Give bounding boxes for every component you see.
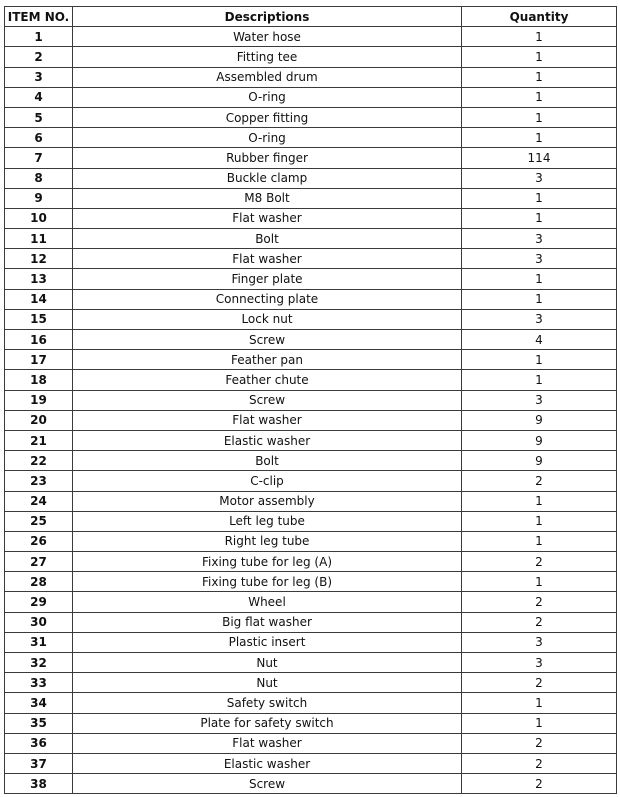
description-cell: Fixing tube for leg (B) — [73, 572, 462, 592]
description-cell: Finger plate — [73, 269, 462, 289]
item-number-cell: 19 — [5, 390, 73, 410]
table-row — [5, 774, 617, 794]
description-cell: Flat washer — [73, 733, 462, 753]
quantity-cell: 1 — [462, 87, 617, 107]
description-cell: Big flat washer — [73, 612, 462, 632]
description-cell: Flat washer — [73, 249, 462, 269]
item-number-cell: 36 — [5, 733, 73, 753]
header-row — [5, 7, 617, 27]
table-row — [5, 269, 617, 289]
table-row — [5, 511, 617, 531]
table-row — [5, 67, 617, 87]
quantity-cell: 9 — [462, 410, 617, 430]
quantity-cell: 3 — [462, 309, 617, 329]
table-row — [5, 653, 617, 673]
item-number-cell: 4 — [5, 87, 73, 107]
table-row — [5, 451, 617, 471]
description-cell: Screw — [73, 390, 462, 410]
table-row — [5, 309, 617, 329]
item-number-cell: 34 — [5, 693, 73, 713]
table-row — [5, 350, 617, 370]
quantity-cell: 2 — [462, 774, 617, 794]
description-cell: Left leg tube — [73, 511, 462, 531]
quantity-cell: 1 — [462, 572, 617, 592]
table-row — [5, 713, 617, 733]
item-number-cell: 12 — [5, 249, 73, 269]
quantity-cell: 114 — [462, 148, 617, 168]
table-header — [5, 7, 617, 27]
table-row — [5, 693, 617, 713]
description-cell: Rubber finger — [73, 148, 462, 168]
description-cell: O-ring — [73, 87, 462, 107]
table-row — [5, 673, 617, 693]
table-row — [5, 572, 617, 592]
description-cell: C-clip — [73, 471, 462, 491]
description-cell: O-ring — [73, 128, 462, 148]
description-cell: Bolt — [73, 229, 462, 249]
description-cell: Bolt — [73, 451, 462, 471]
item-number-cell: 6 — [5, 128, 73, 148]
description-cell: Flat washer — [73, 208, 462, 228]
description-cell: M8 Bolt — [73, 188, 462, 208]
quantity-cell: 1 — [462, 27, 617, 47]
table-row — [5, 753, 617, 773]
quantity-cell: 4 — [462, 330, 617, 350]
item-number-cell: 27 — [5, 552, 73, 572]
item-number-cell: 33 — [5, 673, 73, 693]
quantity-cell: 1 — [462, 511, 617, 531]
description-cell: Lock nut — [73, 309, 462, 329]
table-body — [5, 27, 617, 794]
item-number-cell: 29 — [5, 592, 73, 612]
description-cell: Copper fitting — [73, 107, 462, 127]
table-row — [5, 289, 617, 309]
quantity-cell: 1 — [462, 491, 617, 511]
table-row — [5, 370, 617, 390]
quantity-cell: 1 — [462, 188, 617, 208]
table-row — [5, 47, 617, 67]
item-number-cell: 28 — [5, 572, 73, 592]
description-cell: Nut — [73, 673, 462, 693]
column-header-item-no: ITEM NO. — [5, 7, 73, 27]
table-row — [5, 733, 617, 753]
item-number-cell: 18 — [5, 370, 73, 390]
table-row — [5, 471, 617, 491]
item-number-cell: 22 — [5, 451, 73, 471]
description-cell: Buckle clamp — [73, 168, 462, 188]
item-number-cell: 17 — [5, 350, 73, 370]
item-number-cell: 9 — [5, 188, 73, 208]
description-cell: Elastic washer — [73, 753, 462, 773]
item-number-cell: 5 — [5, 107, 73, 127]
quantity-cell: 3 — [462, 653, 617, 673]
table-row — [5, 148, 617, 168]
table-row — [5, 330, 617, 350]
table-row — [5, 128, 617, 148]
item-number-cell: 2 — [5, 47, 73, 67]
description-cell: Plastic insert — [73, 632, 462, 652]
table-row — [5, 168, 617, 188]
item-number-cell: 13 — [5, 269, 73, 289]
item-number-cell: 31 — [5, 632, 73, 652]
item-number-cell: 3 — [5, 67, 73, 87]
quantity-cell: 2 — [462, 592, 617, 612]
quantity-cell: 3 — [462, 632, 617, 652]
description-cell: Plate for safety switch — [73, 713, 462, 733]
description-cell: Water hose — [73, 27, 462, 47]
item-number-cell: 14 — [5, 289, 73, 309]
item-number-cell: 21 — [5, 430, 73, 450]
description-cell: Assembled drum — [73, 67, 462, 87]
item-number-cell: 35 — [5, 713, 73, 733]
table-row — [5, 229, 617, 249]
quantity-cell: 2 — [462, 612, 617, 632]
description-cell: Feather chute — [73, 370, 462, 390]
description-cell: Connecting plate — [73, 289, 462, 309]
table-row — [5, 430, 617, 450]
quantity-cell: 3 — [462, 249, 617, 269]
description-cell: Elastic washer — [73, 430, 462, 450]
description-cell: Safety switch — [73, 693, 462, 713]
item-number-cell: 23 — [5, 471, 73, 491]
description-cell: Right leg tube — [73, 531, 462, 551]
quantity-cell: 1 — [462, 289, 617, 309]
table-row — [5, 107, 617, 127]
table-row — [5, 208, 617, 228]
description-cell: Screw — [73, 330, 462, 350]
quantity-cell: 1 — [462, 269, 617, 289]
quantity-cell: 3 — [462, 390, 617, 410]
table-row — [5, 27, 617, 47]
description-cell: Wheel — [73, 592, 462, 612]
item-number-cell: 25 — [5, 511, 73, 531]
item-number-cell: 24 — [5, 491, 73, 511]
item-number-cell: 8 — [5, 168, 73, 188]
quantity-cell: 1 — [462, 208, 617, 228]
quantity-cell: 3 — [462, 229, 617, 249]
item-number-cell: 32 — [5, 653, 73, 673]
description-cell: Flat washer — [73, 410, 462, 430]
column-header-descriptions: Descriptions — [73, 7, 462, 27]
item-number-cell: 20 — [5, 410, 73, 430]
quantity-cell: 1 — [462, 693, 617, 713]
description-cell: Fixing tube for leg (A) — [73, 552, 462, 572]
quantity-cell: 2 — [462, 733, 617, 753]
quantity-cell: 1 — [462, 67, 617, 87]
table-row — [5, 531, 617, 551]
table-row — [5, 87, 617, 107]
item-number-cell: 1 — [5, 27, 73, 47]
quantity-cell: 9 — [462, 451, 617, 471]
table-row — [5, 188, 617, 208]
item-number-cell: 30 — [5, 612, 73, 632]
table-row — [5, 552, 617, 572]
item-number-cell: 16 — [5, 330, 73, 350]
quantity-cell: 2 — [462, 552, 617, 572]
table-row — [5, 612, 617, 632]
table-row — [5, 249, 617, 269]
table-row — [5, 632, 617, 652]
quantity-cell: 2 — [462, 471, 617, 491]
item-number-cell: 26 — [5, 531, 73, 551]
quantity-cell: 1 — [462, 531, 617, 551]
quantity-cell: 1 — [462, 107, 617, 127]
description-cell: Feather pan — [73, 350, 462, 370]
description-cell: Fitting tee — [73, 47, 462, 67]
parts-list-table — [4, 6, 617, 794]
table-row — [5, 491, 617, 511]
quantity-cell: 1 — [462, 128, 617, 148]
quantity-cell: 1 — [462, 370, 617, 390]
quantity-cell: 2 — [462, 673, 617, 693]
item-number-cell: 37 — [5, 753, 73, 773]
quantity-cell: 9 — [462, 430, 617, 450]
table-row — [5, 410, 617, 430]
quantity-cell: 1 — [462, 47, 617, 67]
column-header-quantity: Quantity — [462, 7, 617, 27]
quantity-cell: 1 — [462, 350, 617, 370]
item-number-cell: 7 — [5, 148, 73, 168]
item-number-cell: 15 — [5, 309, 73, 329]
table-row — [5, 390, 617, 410]
quantity-cell: 2 — [462, 753, 617, 773]
description-cell: Screw — [73, 774, 462, 794]
item-number-cell: 10 — [5, 208, 73, 228]
quantity-cell: 3 — [462, 168, 617, 188]
item-number-cell: 11 — [5, 229, 73, 249]
table-row — [5, 592, 617, 612]
quantity-cell: 1 — [462, 713, 617, 733]
item-number-cell: 38 — [5, 774, 73, 794]
description-cell: Motor assembly — [73, 491, 462, 511]
description-cell: Nut — [73, 653, 462, 673]
